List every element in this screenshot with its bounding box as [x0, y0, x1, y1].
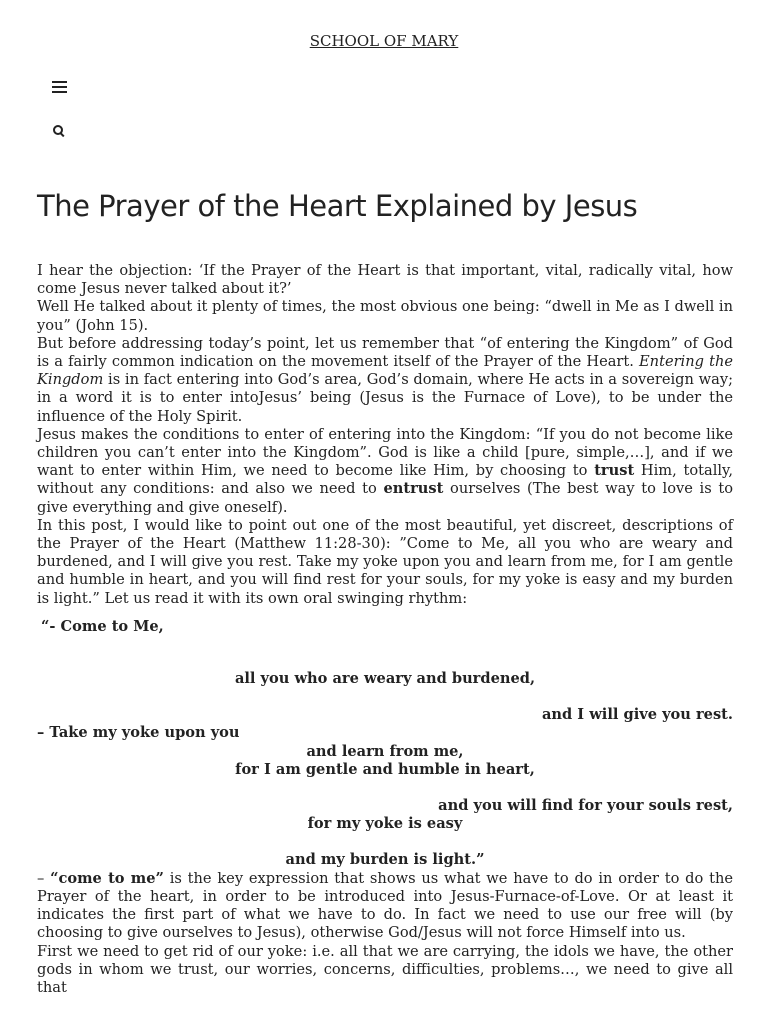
- text: Jesus makes the conditions to enter of entering into the Kingdom: “If you do not become like children you can’t enter into the Kingdom”. God is like a child [pure, simple,…], and if we want to enter within Him, we need to become like Him, by choosing to: [37, 425, 733, 480]
- paragraph: I hear the objection: ‘If the Prayer of the Heart is that important, vital, radically vital, how come Jesus never talked about it?’: [37, 262, 733, 298]
- text: Him, totally, without any conditions: and also we need to: [37, 462, 733, 498]
- poem-line: for my yoke is easy: [307, 815, 463, 833]
- paragraph: In this post, I would like to point out one of the most beautiful, yet discreet, descriptions of the Prayer of the Heart (Matthew 11:28-30): ”Come to Me, all you who are weary and burdened, and I will give you rest. Take my yoke upon you and learn from me, for I am gentle and humble in heart, and you will find rest for your souls, for my yoke is easy and my burden is light.” Let us read it with its own oral swinging rhythm:: [37, 516, 733, 607]
- site-title: [0, 32, 768, 50]
- paragraph: [37, 426, 733, 517]
- paragraph: [37, 335, 733, 426]
- article-body: [37, 262, 733, 997]
- paragraph: [37, 870, 733, 943]
- text: But before addressing today’s point, let us remember that “of entering the Kingdom” of God is a fairly common indication on the movement itself of the Prayer of the Heart.: [37, 334, 733, 371]
- poem-line: for I am gentle and humble in heart,: [235, 760, 535, 778]
- search-icon-handle: [60, 132, 65, 137]
- hamburger-menu-icon: [52, 81, 67, 83]
- poem-line: – Take my yoke upon you: [37, 724, 240, 742]
- search-button[interactable]: [51, 123, 69, 141]
- text: is in fact entering into God’s area, God’s domain, where He acts in a sovereign way; in a word it is to enter intoJesus’ being (Jesus is the Furnace of Love), to be under the influence of the Holy Spirit.: [37, 371, 733, 425]
- poem-line: “- Come to Me,: [41, 617, 164, 635]
- poem-line: all you who are weary and burdened,: [234, 670, 536, 688]
- page-title: The Prayer of the Heart Explained by Jesus: [37, 189, 638, 223]
- hamburger-menu-icon-bar: [52, 86, 67, 88]
- bold-text: trust: [594, 462, 635, 480]
- scripture-poem: [37, 618, 733, 870]
- poem-line: and you will find for your souls rest,: [438, 797, 733, 815]
- poem-line: and my burden is light.”: [285, 851, 485, 869]
- text: ourselves (The best way to love is to give everything and give oneself).: [37, 480, 733, 516]
- site-title-link[interactable]: SCHOOL OF MARY: [309, 32, 459, 50]
- poem-line: and learn from me,: [306, 742, 464, 760]
- paragraph: First we need to get rid of our yoke: i.e. all that we are carrying, the idols we have, the other gods in whom we trust, our worries, concerns, difficulties, problems…, we need to give all that: [37, 942, 733, 996]
- text: –: [37, 869, 51, 887]
- italic-text: Entering the Kingdom: [37, 353, 733, 389]
- poem-line: and I will give you rest.: [541, 706, 733, 724]
- paragraph: Well He talked about it plenty of times, the most obvious one being: “dwell in Me as I dwell in you” (John 15).: [37, 298, 733, 334]
- bold-text: “come to me”: [50, 869, 164, 887]
- hamburger-menu-icon-bar: [52, 91, 67, 93]
- text: is the key expression that shows us what we have to do in order to do the Prayer of the heart, in order to be introduced into Jesus-Furnace-of-Love. Or at least it indicates the first part of what we have to do. In fact we need to use our free will (by choosing to give ourselves to Jesus), otherwise God/Jesus will not force Himself into us.: [37, 869, 733, 942]
- bold-text: entrust: [383, 480, 444, 498]
- menu-button[interactable]: [51, 80, 69, 96]
